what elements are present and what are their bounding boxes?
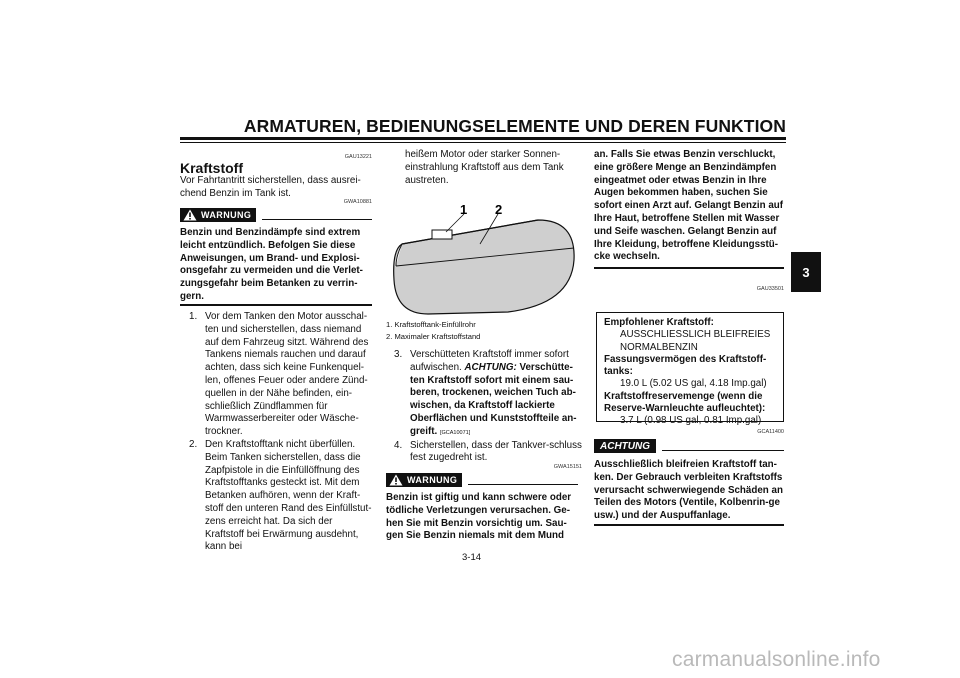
spec-reserve-value: 3.7 L (0.98 US gal, 0.81 Imp.gal) xyxy=(620,415,762,427)
caution-label: ACHTUNG xyxy=(594,439,656,453)
watermark: carmanualsonline.info xyxy=(672,648,881,671)
warning-code: GWA10881 xyxy=(343,199,372,205)
warning-end-rule xyxy=(180,304,372,306)
spec-code: GAU33501 xyxy=(756,286,784,292)
spec-fuel-value-2: NORMALBENZIN xyxy=(620,341,698,353)
warning-continuation: an. Falls Sie etwas Benzin verschluckt, eine größere Menge an Benzindämpfen eingeatmet oder etwas Benzin in Ihre Augen bekommen haben, suchen Sie sofort einen Arzt auf. Gelangt Benzin auf Ihre Haut, betroffene Stellen mit Wasser und Seife waschen. Gelangt Benzin auf Ihre Kleidung, betroffene Kleidungsstü-cke wechseln. xyxy=(594,149,784,263)
page-header-title: ARMATUREN, BEDIENUNGSELEMENTE UND DEREN FUNKTION xyxy=(243,116,786,136)
warning-bar-2 xyxy=(386,473,578,487)
chapter-tab[interactable]: 3 xyxy=(791,252,821,292)
achtung-inline-label: ACHTUNG: xyxy=(464,361,517,373)
caption-2: 2. Maximaler Kraftstoffstand xyxy=(386,332,481,341)
warning-text-2: Benzin ist giftig und kann schwere oder tödliche Verletzungen verursachen. Ge-hen Sie mit Benzin vorsichtig um. Sau-gen Sie Benzin niemals mit dem Mund xyxy=(386,492,572,542)
intro-text: Vor Fahrtantritt sicherstellen, dass ausrei-chend Benzin im Tank ist. xyxy=(180,175,361,199)
warning-code-2: GWA15151 xyxy=(553,464,582,470)
warning-label-box xyxy=(386,473,462,487)
callout-2: 2 xyxy=(495,202,503,217)
spec-fuel-label: Empfohlener Kraftstoff: xyxy=(604,317,714,328)
section-heading: Kraftstoff xyxy=(180,160,243,176)
warning-rule xyxy=(468,476,578,485)
warning-end-rule xyxy=(594,267,784,269)
continuation-text: heißem Motor oder starker Sonnen-einstrahlung Kraftstoff aus dem Tank austreten. xyxy=(405,149,564,186)
list-item: 1. Vor dem Tanken den Motor ausschal-ten und sicherstellen, dass niemand auf dem Fahrzeug sitzt. Während des Tankens niemals rauchen und darauf achten, dass sich keine Funkenquel-len, offenes Feuer oder andere Zünd-quellen in der Nähe befinden, ein-schließlich Zündflammen für Warmwasserbereiter oder Wäsche-trockner. xyxy=(189,311,369,438)
caution-rule xyxy=(662,442,784,451)
callout-1: 1 xyxy=(460,202,468,217)
caution-text: Ausschließlich bleifreien Kraftstoff tan-ken. Der Gebrauch verbleiten Kraftstoffs verursacht schwerwiegende Schäden an Teilen des Motors (Ventile, Kolbenrin-ge usw.) und der Auspuffanlage. xyxy=(594,459,783,522)
warning-rule xyxy=(262,211,372,220)
warning-label: WARNUNG xyxy=(201,210,252,220)
warning-triangle-icon xyxy=(183,209,197,221)
spec-box xyxy=(596,312,784,427)
spec-capacity-label: Fassungsvermögen des Kraftstoff-tanks: xyxy=(604,353,767,378)
step-3: 3. Verschütteten Kraftstoff immer sofort aufwischen. ACHTUNG: Verschütte-ten Kraftstoff sofort mit einem sau-beren, trockenen, weichen Tuch ab-wischen, da Kraftstoff lackierte Oberflächen und Kunststoffteile an-greift. [GCA10071] 4. Sicherstellen, dass der Tankver-schluss fest zugedreht ist. xyxy=(394,349,582,464)
fuel-tank-figure xyxy=(388,200,580,320)
section-code: GAU13221 xyxy=(344,154,372,160)
header-rule xyxy=(180,137,786,140)
warning-label: WARNUNG xyxy=(407,475,458,485)
caution-code: [GCA10071] xyxy=(439,429,471,436)
warning-bar xyxy=(180,208,372,222)
caution-bar xyxy=(594,439,784,453)
caution-end-rule xyxy=(594,524,784,526)
spec-reserve-label: Kraftstoffreservemenge (wenn die Reserve-Warnleuchte aufleuchtet): xyxy=(604,390,766,415)
warning-label-box xyxy=(180,208,256,222)
list-item: 2. Den Kraftstofftank nicht überfüllen. Beim Tanken sicherstellen, dass die Zapfpistole in die Einfüllöffnung des Kraftstofftanks gesteckt ist. Mit dem Betanken aufhören, wenn der Kraft-stoff den unteren Rand des Einfüllstut-zens erreicht hat. Da sich der Kraftstoff bei Erwärmung ausdehnt, kann bei xyxy=(189,438,372,553)
header-rule-thin xyxy=(180,142,786,143)
caption-1: 1. Kraftstofftank-Einfüllrohr xyxy=(386,320,476,329)
caution-code: GCA11400 xyxy=(757,429,784,435)
spec-capacity-value: 19.0 L (5.02 US gal, 4.18 Imp.gal) xyxy=(620,378,767,390)
spec-fuel-value-1: AUSSCHLIESSLICH BLEIFREIES xyxy=(620,329,771,341)
warning-triangle-icon xyxy=(389,474,403,486)
page-number: 3-14 xyxy=(462,552,482,563)
warning-text: Benzin und Benzindämpfe sind extrem leicht entzündlich. Befolgen Sie diese Anweisungen, um Brand- und Explosi-onsgefahr zu vermeiden und die Verlet-zungsgefahr beim Betanken zu verrin-gern. xyxy=(180,227,363,302)
steps-list xyxy=(189,311,372,554)
figure-captions xyxy=(386,319,480,343)
